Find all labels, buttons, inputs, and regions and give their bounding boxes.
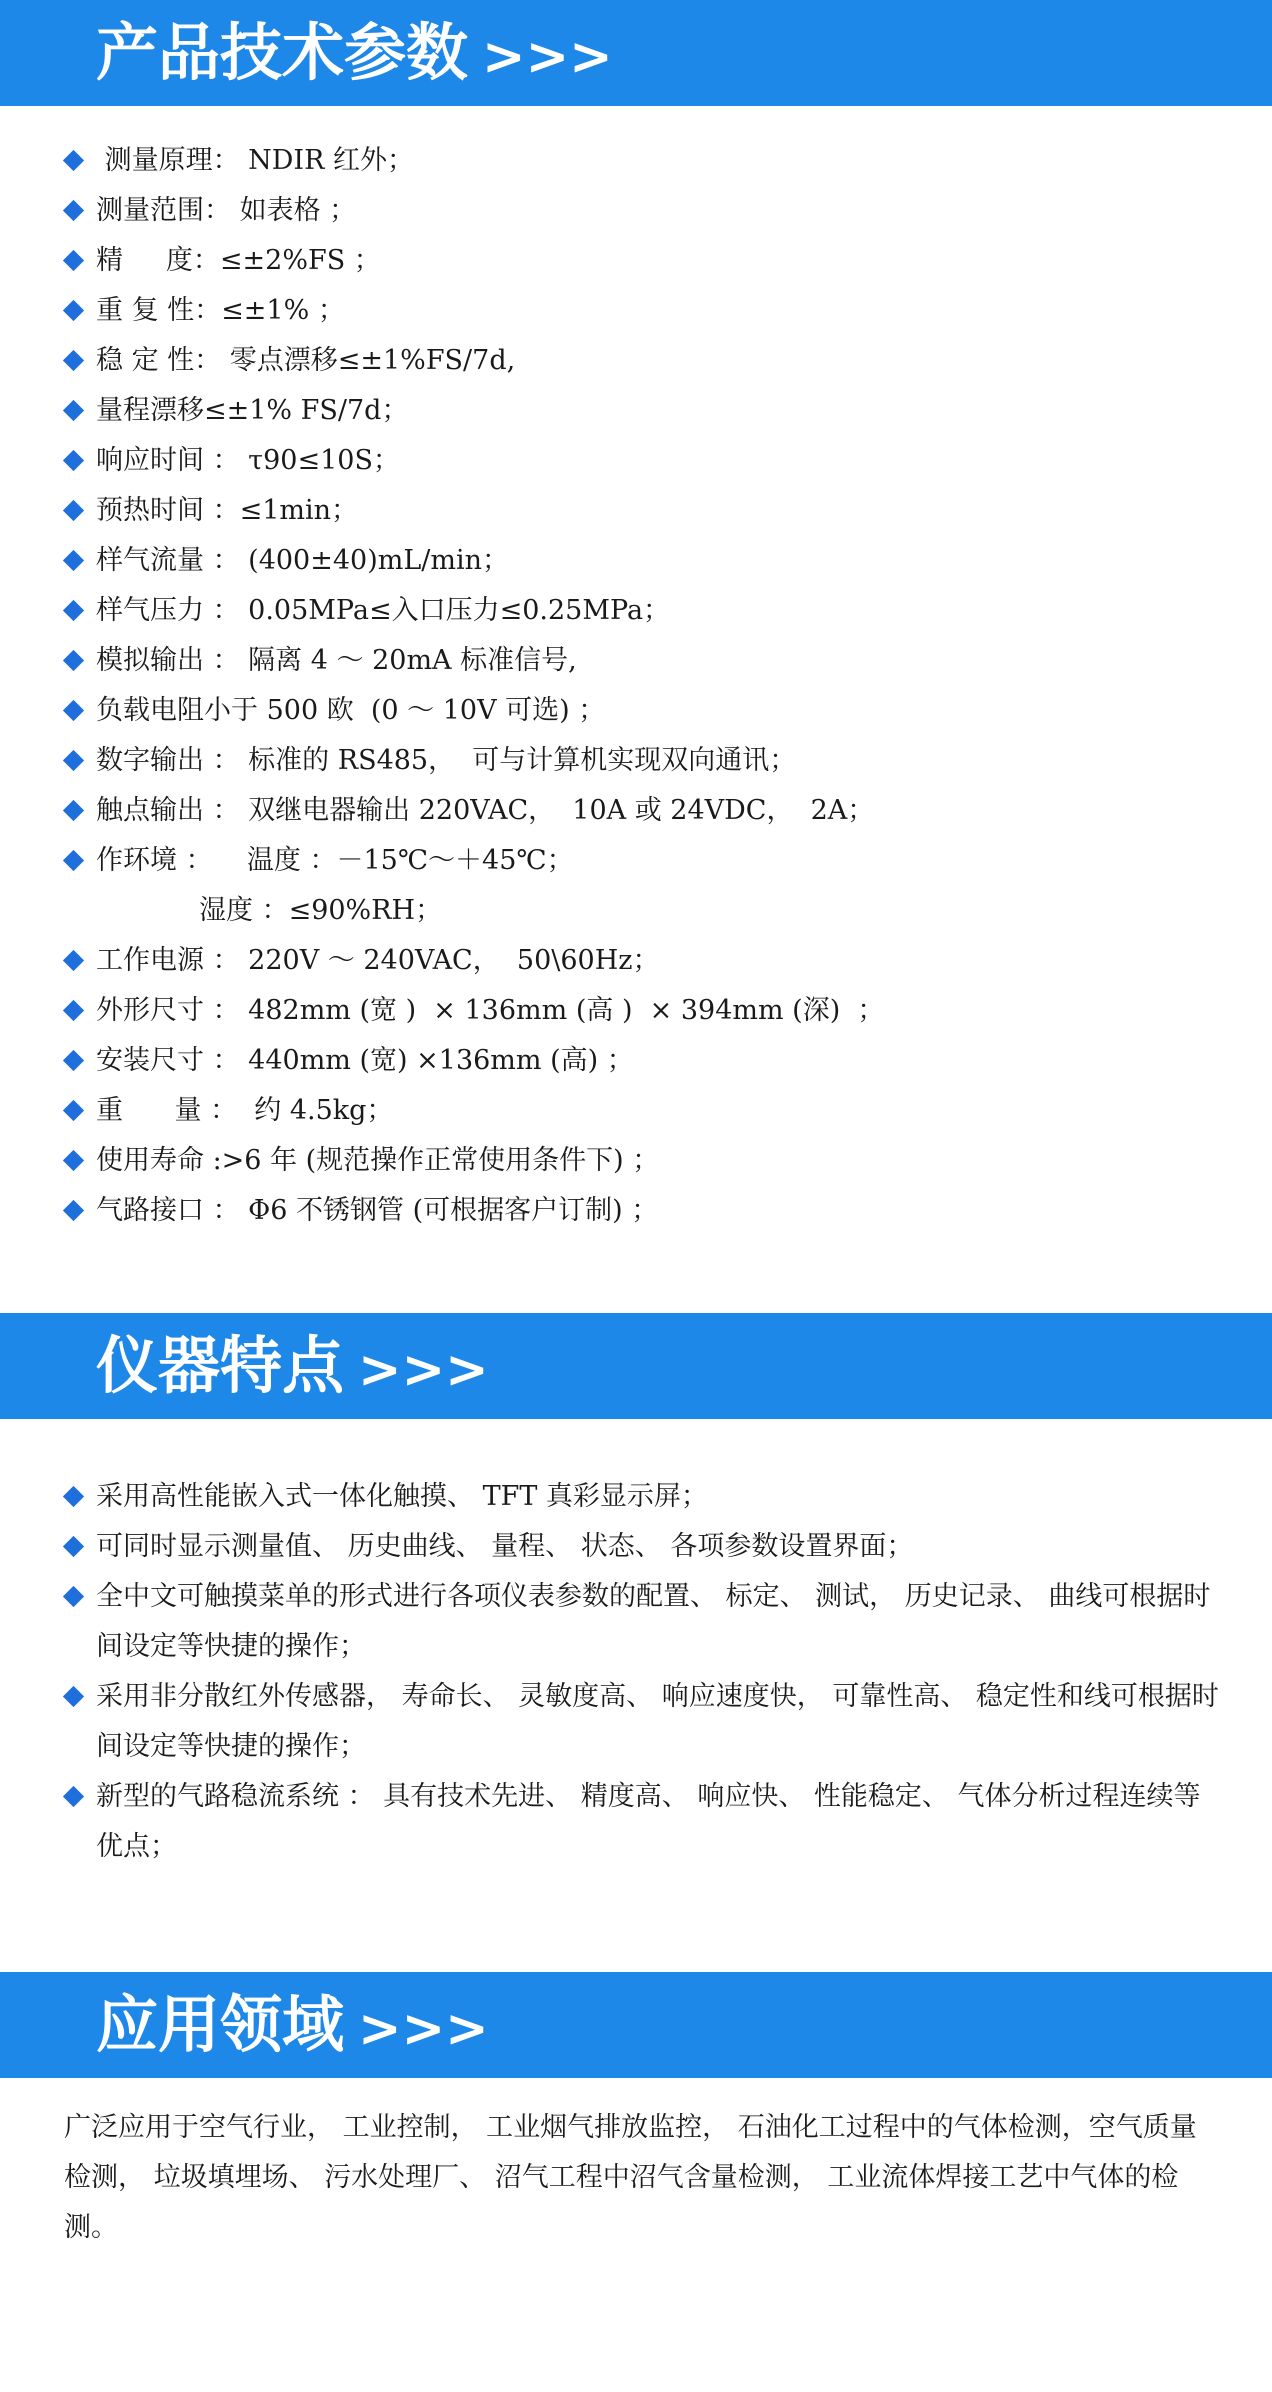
feature-item-text: 可同时显示测量值、 历史曲线、 量程、 状态、 各项参数设置界面； bbox=[96, 1531, 914, 1562]
spec-item-text: 工作电源 ： 220V ～ 240VAC， 50\60Hz； bbox=[96, 945, 660, 976]
feature-item bbox=[64, 1572, 1224, 1672]
diamond-icon bbox=[63, 450, 84, 471]
spec-item-text: 模拟输出 ： 隔离 4 ～ 20mA 标准信号, bbox=[96, 645, 577, 676]
spec-item-text: 湿度 ：≤90%RH； bbox=[96, 895, 443, 926]
spec-item-text: 数字输出 ： 标准的 RS485， 可与计算机实现双向通讯； bbox=[96, 745, 797, 776]
section-arrows-features: >>> bbox=[358, 1340, 489, 1400]
diamond-icon bbox=[63, 600, 84, 621]
spec-item-text: 预热时间 ：≤1min； bbox=[96, 495, 359, 526]
diamond-icon bbox=[63, 1050, 84, 1071]
diamond-icon bbox=[63, 1486, 84, 1507]
spec-item bbox=[64, 936, 1214, 986]
diamond-icon bbox=[63, 700, 84, 721]
spec-item-text: 量程漂移≤±1% FS/7d； bbox=[96, 395, 409, 426]
section-title-features bbox=[96, 1313, 489, 1419]
spec-item bbox=[64, 1186, 1214, 1236]
spec-item bbox=[64, 486, 1214, 536]
spec-item bbox=[64, 1086, 1214, 1136]
section-title-applications bbox=[96, 1972, 489, 2078]
spec-item-text: 气路接口 ： Φ6 不锈钢管 (可根据客户订制) ； bbox=[96, 1195, 659, 1226]
feature-item bbox=[64, 1522, 1224, 1572]
spec-item bbox=[64, 736, 1214, 786]
feature-item-text: 全中文可触摸菜单的形式进行各项仪表参数的配置、 标定、 测试， 历史记录、 曲线可根据时间设定等快捷的操作； bbox=[96, 1581, 1211, 1662]
diamond-icon bbox=[63, 800, 84, 821]
diamond-icon bbox=[63, 200, 84, 221]
feature-item bbox=[64, 1472, 1224, 1522]
spec-item-text: 外形尺寸 ： 482mm (宽 ) × 136mm (高 ) × 394mm (深) ； bbox=[96, 995, 885, 1026]
diamond-icon bbox=[63, 150, 84, 171]
spec-item bbox=[64, 786, 1214, 836]
feature-item-text: 新型的气路稳流系统 ： 具有技术先进、 精度高、 响应快、 性能稳定、 气体分析过程连续等优点； bbox=[96, 1781, 1201, 1862]
section-banner-features bbox=[0, 1313, 1272, 1419]
diamond-icon bbox=[63, 650, 84, 671]
spec-item-text: 负载电阻小于 500 欧 (0 ～ 10V 可选) ； bbox=[96, 695, 606, 726]
diamond-icon bbox=[63, 350, 84, 371]
spec-item bbox=[64, 686, 1214, 736]
spec-item-text: 响应时间 ： τ90≤10S； bbox=[96, 445, 400, 476]
spec-item bbox=[64, 586, 1214, 636]
section-banner-applications bbox=[0, 1972, 1272, 2078]
section-title-features-text: 仪器特点 bbox=[96, 1329, 345, 1402]
diamond-icon bbox=[63, 850, 84, 871]
section-title-specs-text: 产品技术参数 bbox=[96, 16, 469, 89]
feature-item-text: 采用非分散红外传感器， 寿命长、 灵敏度高、 响应速度快， 可靠性高、 稳定性和线可根据时间设定等快捷的操作； bbox=[96, 1681, 1219, 1762]
spec-item-text: 安装尺寸 ： 440mm (宽) ×136mm (高) ； bbox=[96, 1045, 634, 1076]
diamond-icon bbox=[63, 1536, 84, 1557]
feature-item bbox=[64, 1772, 1224, 1872]
section-title-specs bbox=[96, 0, 613, 106]
spec-item bbox=[64, 236, 1214, 286]
diamond-icon bbox=[63, 1100, 84, 1121]
spec-item bbox=[64, 1036, 1214, 1086]
diamond-icon bbox=[63, 400, 84, 421]
feature-item-text: 采用高性能嵌入式一体化触摸、 TFT 真彩显示屏； bbox=[96, 1481, 708, 1512]
spec-item-text: 触点输出 ： 双继电器输出 220VAC， 10A 或 24VDC， 2A； bbox=[96, 795, 875, 826]
diamond-icon bbox=[63, 300, 84, 321]
spec-item-text: 测量范围： 如表格 ； bbox=[96, 195, 357, 226]
diamond-icon bbox=[63, 750, 84, 771]
spec-item-text: 样气压力 ： 0.05MPa≤入口压力≤0.25MPa； bbox=[96, 595, 671, 626]
spec-item-text: 稳 定 性： 零点漂移≤±1%FS/7d, bbox=[96, 345, 516, 376]
diamond-icon bbox=[63, 1000, 84, 1021]
spec-item bbox=[64, 836, 1214, 886]
spec-list bbox=[64, 136, 1214, 1236]
spec-item bbox=[64, 186, 1214, 236]
spec-item bbox=[64, 886, 1214, 936]
spec-item-text: 重 量 ： 约 4.5kg； bbox=[96, 1095, 394, 1126]
section-arrows-applications: >>> bbox=[358, 1999, 489, 2059]
feature-list bbox=[64, 1472, 1224, 1872]
spec-item bbox=[64, 1136, 1214, 1186]
diamond-icon bbox=[63, 1686, 84, 1707]
spec-item bbox=[64, 436, 1214, 486]
applications-paragraph: 广泛应用于空气行业， 工业控制， 工业烟气排放监控， 石油化工过程中的气体检测，空气质量检测， 垃圾填埋场、 污水处理厂、 沼气工程中沼气含量检测， 工业流体焊接工艺中气体的检测。 bbox=[64, 2112, 1197, 2243]
diamond-icon bbox=[63, 500, 84, 521]
spec-item-text: 重 复 性：≤±1% ； bbox=[96, 295, 345, 326]
spec-item-text: 作环境 ： 温度 ：－15℃～＋45℃； bbox=[96, 845, 574, 876]
spec-item bbox=[64, 536, 1214, 586]
diamond-icon bbox=[63, 550, 84, 571]
diamond-icon bbox=[63, 1150, 84, 1171]
spec-item-text: 样气流量 ： (400±40)mL/min； bbox=[96, 545, 510, 576]
spec-item bbox=[64, 286, 1214, 336]
spec-item bbox=[64, 636, 1214, 686]
diamond-icon bbox=[63, 1586, 84, 1607]
section-title-applications-text: 应用领域 bbox=[96, 1988, 345, 2061]
feature-item bbox=[64, 1672, 1224, 1772]
diamond-icon bbox=[63, 250, 84, 271]
spec-item-text: 测量原理： NDIR 红外； bbox=[96, 145, 415, 176]
spec-item bbox=[64, 986, 1214, 1036]
section-banner-specs bbox=[0, 0, 1272, 106]
spec-item-text: 使用寿命 :>6 年 (规范操作正常使用条件下) ； bbox=[96, 1145, 660, 1176]
spec-item-text: 精 度：≤±2%FS ； bbox=[96, 245, 381, 276]
diamond-icon bbox=[63, 1200, 84, 1221]
spec-item bbox=[64, 386, 1214, 436]
diamond-icon bbox=[63, 950, 84, 971]
section-arrows-specs: >>> bbox=[482, 27, 613, 87]
diamond-icon bbox=[63, 1786, 84, 1807]
spec-item bbox=[64, 136, 1214, 186]
spec-item bbox=[64, 336, 1214, 386]
